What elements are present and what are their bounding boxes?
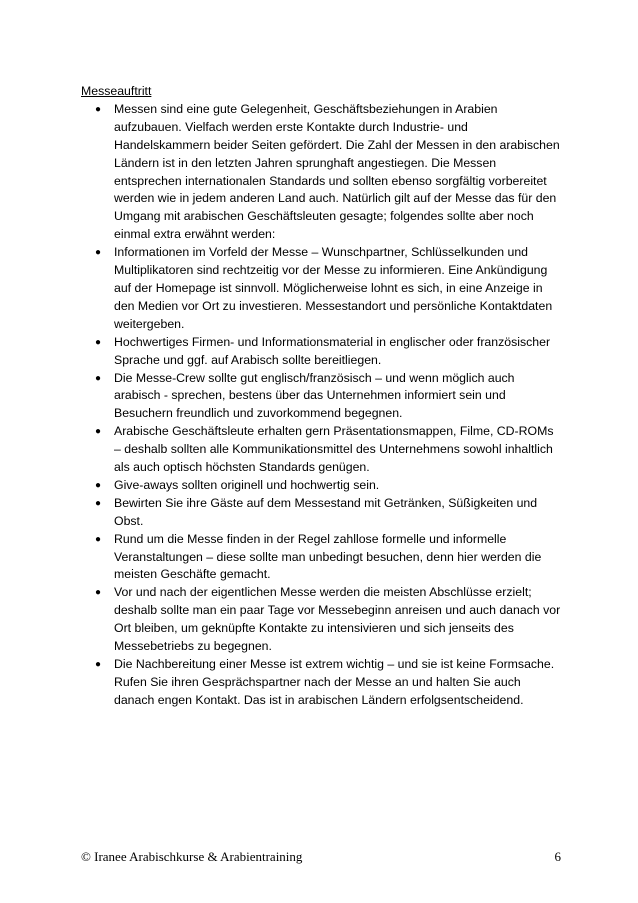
list-item-text: Informationen im Vorfeld der Messe – Wunschpartner, Schlüsselkunden und Multiplikatoren sind rechtzeitig vor der Messe zu informieren. Eine Ankündigung auf der Homepage ist sinnvoll. Möglicherweise lohnt es sich, in eine Anzeige in den Medien vor Ort zu investieren. Messestandort und persönliche Kontaktdaten weitergeben. <box>114 245 553 331</box>
page-number: 6 <box>554 849 561 864</box>
bullet-icon: ● <box>95 497 102 509</box>
list-item-text: Arabische Geschäftsleute erhalten gern Präsentationsmappen, Filme, CD-ROMs – deshalb sollten alle Kommunikationsmittel des Unternehmens sowohl inhaltlich als auch optisch höchsten Standards genügen. <box>114 424 554 475</box>
page-content <box>81 83 561 710</box>
bullet-icon: ● <box>95 372 102 384</box>
list-item <box>81 370 561 424</box>
list-item-text: Vor und nach der eigentlichen Messe werden die meisten Abschlüsse erzielt; deshalb sollte man ein paar Tage vor Messebeginn anreisen und auch danach vor Ort bleiben, um geknüpfte Kontakte zu intensivieren und sich jenseits des Messebetriebs zu begegnen. <box>114 585 561 654</box>
list-item <box>81 101 561 244</box>
footer-copyright: © Iranee Arabischkurse & Arabientraining <box>81 849 303 864</box>
list-item <box>81 477 561 495</box>
list-item-text: Die Nachbereitung einer Messe ist extrem wichtig – und sie ist keine Formsache. Rufen Sie ihren Gesprächspartner nach der Messe an und halten Sie auch danach engen Kontakt. Das ist in arabischen Ländern erfolgsentscheidend. <box>114 657 555 707</box>
list-item-text: Rund um die Messe finden in der Regel zahllose formelle und informelle Veranstaltungen – diese sollte man unbedingt besuchen, denn hier werden die meisten Geschäfte gemacht. <box>114 531 542 582</box>
list-item-text: Die Messe-Crew sollte gut englisch/französisch – und wenn möglich auch arabisch - sprechen, bestens über das Unternehmen informiert sein und Besuchern freundlich und zuvorkommend begegnen. <box>114 370 515 421</box>
bullet-icon: ● <box>95 103 102 115</box>
bullet-icon: ● <box>95 247 102 259</box>
list-item <box>81 656 561 710</box>
list-item <box>81 334 561 370</box>
section-heading: Messeauftritt <box>81 84 152 98</box>
list-item <box>81 495 561 531</box>
list-item-text: Hochwertiges Firmen- und Informationsmaterial in englischer oder französischer Sprache und ggf. auf Arabisch sollte bereitliegen. <box>114 334 551 367</box>
list-item <box>81 244 561 334</box>
list-item <box>81 584 561 656</box>
bullet-list <box>81 101 561 710</box>
bullet-icon: ● <box>95 533 102 545</box>
list-item <box>81 531 561 585</box>
list-item-text: Give-aways sollten originell und hochwertig sein. <box>114 477 380 492</box>
list-item <box>81 423 561 477</box>
bullet-icon: ● <box>95 659 102 670</box>
list-item-text: Bewirten Sie ihre Gäste auf dem Messestand mit Getränken, Süßigkeiten und Obst. <box>114 495 538 528</box>
bullet-icon: ● <box>95 587 102 599</box>
bullet-icon: ● <box>95 479 102 491</box>
bullet-icon: ● <box>95 336 102 348</box>
bullet-icon: ● <box>95 426 102 438</box>
list-item-text: Messen sind eine gute Gelegenheit, Geschäftsbeziehungen in Arabien aufzubauen. Vielfach werden erste Kontakte durch Industrie- und Handelskammern beider Seiten gefördert. Die Zahl der Messen in den arabischen Ländern ist in den letzten Jahren sprunghaft angestiegen. Die Messen entsprechen internationalen Standards und sollten ebenso sorgfältig vorbereitet werden wie in jedem anderen Land auch. Natürlich gilt auf der Messe das für den Umgang mit arabischen Geschäftsleuten gesagte; folgendes sollte aber noch einmal extra erwähnt werden: <box>114 101 560 242</box>
